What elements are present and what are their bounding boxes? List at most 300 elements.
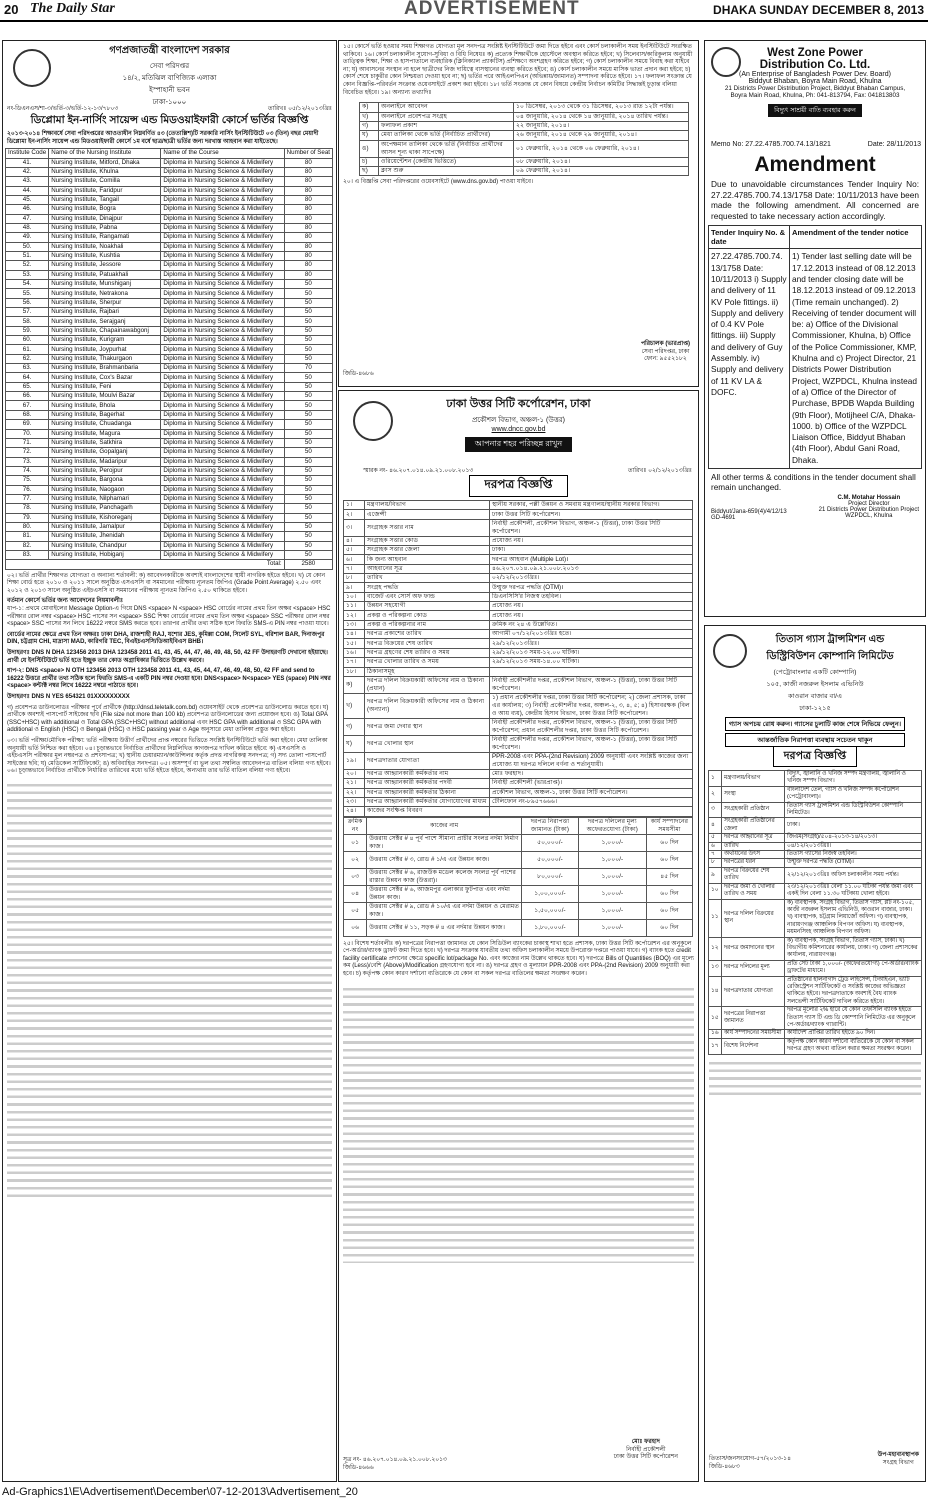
dncc-website[interactable]: www.dncc.gov.bd bbox=[491, 426, 546, 433]
institute-name: Nursing Institute, Thakurgaon bbox=[49, 354, 161, 363]
wz-sub-3: 21 Districts Power Distribution Project, Biddyut Bhaban Campus, bbox=[724, 85, 906, 92]
tender-info-row bbox=[344, 807, 693, 816]
schedule-item: অনলাইনে প্রবেশপত্র সংগ্রহ bbox=[379, 112, 514, 121]
nursing-ref-line bbox=[3, 103, 336, 112]
seat-count: 80 bbox=[284, 167, 332, 176]
table-row bbox=[6, 457, 333, 466]
table-row bbox=[6, 270, 333, 279]
dncc-dept: প্রকৌশল বিভাগ, অঞ্চল-১ (উত্তর) bbox=[471, 417, 566, 424]
table-row bbox=[6, 466, 333, 475]
course-name: Diploma in Nursing Science & Midwifery bbox=[161, 336, 284, 345]
tender-info-row bbox=[344, 639, 693, 648]
institute-name: Nursing Institute, Cox's Bazar bbox=[49, 373, 161, 382]
institute-name: Nursing Institute, Bargona bbox=[49, 476, 161, 485]
tender-info-row bbox=[344, 630, 693, 639]
seat-count: 50 bbox=[284, 504, 332, 513]
course-name: Diploma in Nursing Science & Midwifery bbox=[161, 382, 284, 391]
table-row bbox=[6, 373, 333, 382]
table-row bbox=[6, 223, 333, 232]
dncc-ref: স্মারক নং- ৪৬.২০৭.০১৪.০৯.২১.০০৮.২০১৩ bbox=[363, 468, 474, 474]
info-index: ১১। bbox=[344, 602, 365, 611]
seat-count: 50 bbox=[284, 401, 332, 410]
work-security: ৮০,০০০/- bbox=[522, 868, 578, 885]
info-index: ২৪। bbox=[344, 807, 365, 816]
info-index: ১২। bbox=[344, 611, 365, 620]
table-row bbox=[6, 494, 333, 503]
institute-name: Nursing Institute, Hobiganj bbox=[49, 550, 161, 559]
table-row bbox=[6, 485, 333, 494]
table-row bbox=[6, 410, 333, 419]
schedule-row bbox=[360, 131, 689, 140]
wz-sign-name: C.M. Motahar Hossain bbox=[837, 495, 901, 502]
table-row bbox=[6, 532, 333, 541]
course-name: Diploma in Nursing Science & Midwifery bbox=[161, 158, 284, 167]
table-row bbox=[6, 261, 333, 270]
titas-value: ঢাকা। bbox=[785, 818, 922, 834]
schedule-index: ঙ) bbox=[360, 140, 379, 157]
titas-value: ক) ব্যবস্থাপক, সংগ্রহ বিভাগ, তিতাস গ্যাস, ঢাকা। খ) বিভাগীয় কমিশনারের কার্যালয়, ঢাকা। গ) জেলা প্রশাসকের কার্যালয়, নারায়ণগঞ্জ। bbox=[785, 937, 922, 960]
seat-count: 50 bbox=[284, 429, 332, 438]
work-index: ০৬ bbox=[344, 919, 367, 936]
dncc-sign-name: মোঃ ফরহাদ bbox=[631, 1439, 660, 1445]
course-name: Diploma in Nursing Science & Midwifery bbox=[161, 420, 284, 429]
titas-label: মন্ত্রণালয়/বিভাগ bbox=[722, 771, 785, 787]
institute-name: Nursing Institute, Bogra bbox=[49, 205, 161, 214]
course-name: Diploma in Nursing Science & Midwifery bbox=[161, 317, 284, 326]
titas-label: দরপত্রের ধরন bbox=[722, 859, 785, 867]
titas-header bbox=[705, 626, 925, 746]
table-row bbox=[6, 177, 333, 186]
titas-value: ২৩/১২/২০১৩খ্রিঃ বেলা ১১.০০ ঘটিকা পর্যন্ত জমা এবং একই দিন বেলা ১১.৩০ ঘটিকায় খোলা হইবে। bbox=[785, 883, 922, 899]
info-label: এজেন্সী bbox=[365, 510, 490, 519]
seat-count: 80 bbox=[284, 214, 332, 223]
wz-signature-area bbox=[705, 495, 925, 535]
tender-info-row bbox=[344, 611, 693, 620]
info-label: মন্ত্রণালয়/বিভাগ bbox=[365, 501, 490, 510]
institute-name: Nursing Institute, Patuakhali bbox=[49, 270, 161, 279]
titas-info-row bbox=[709, 1007, 922, 1030]
seat-count: 50 bbox=[284, 476, 332, 485]
titas-sub-3: কাওরান বাজার বা/এ bbox=[788, 693, 842, 700]
tender-info-row bbox=[344, 769, 693, 778]
work-index: ০২ bbox=[344, 851, 367, 868]
schedule-row bbox=[360, 140, 689, 157]
works-row bbox=[344, 834, 693, 851]
schedule-item: অপেক্ষমান তালিকা থেকে ভর্তি (নির্বাচিত প্রার্থীদের আসন শূন্য থাকা সাপেক্ষে) bbox=[379, 140, 514, 157]
info-label: দরপত্রদাতার যোগ্যতা bbox=[365, 752, 490, 769]
titas-label: দরপত্র বিক্রয়ের শেষ তারিখ bbox=[722, 867, 785, 883]
info-index: ১৮। bbox=[344, 667, 365, 676]
institute-name: Nursing Institute, Naogaon bbox=[49, 485, 161, 494]
info-label: ঠিকানাসমূহ bbox=[365, 667, 490, 676]
schedule-row bbox=[360, 166, 689, 175]
institute-code: 77. bbox=[6, 494, 49, 503]
works-row bbox=[344, 919, 693, 936]
total-label: Total: bbox=[6, 560, 285, 569]
institute-code: 69. bbox=[6, 420, 49, 429]
nursing-admission-ad bbox=[2, 40, 337, 1482]
work-duration: ৬০ দিন bbox=[646, 902, 692, 919]
table-row bbox=[6, 504, 333, 513]
dateline: DHAKA SUNDAY DECEMBER 8, 2013 bbox=[713, 3, 924, 17]
institute-code: 51. bbox=[6, 251, 49, 260]
institute-code: 58. bbox=[6, 317, 49, 326]
info-index: ৯। bbox=[344, 583, 365, 592]
tender-info-row bbox=[344, 676, 693, 693]
dept-building: ইস্পাহানী ভবন bbox=[149, 87, 190, 94]
table-row bbox=[6, 289, 333, 298]
seat-count: 50 bbox=[284, 513, 332, 522]
nursing-intro: ২০১৩-২০১৪ শিক্ষাবর্ষে সেবা পরিদপ্তরের আওতাধীন নিম্নবর্ণিত ৪৩ (তেতাল্লিশ)টি সরকারি নার্সিং ইনস্টিটিউটে ০৩ (তিন) বছর মেয়াদী ডিপ্লোমা ইন-নার্সিং সায়েন্স এন্ড মিডওয়াইফারী কোর্সে ১ম বর্ষে ছাত্র/ছাত্রী ভর্তির জন্য দরখাস্ত আহবান করা যাইতেছে। bbox=[7, 131, 319, 145]
course-name: Diploma in Nursing Science & Midwifery bbox=[161, 233, 284, 242]
course-name: Diploma in Nursing Science & Midwifery bbox=[161, 522, 284, 531]
course-name: Diploma in Nursing Science & Midwifery bbox=[161, 195, 284, 204]
institute-code: 68. bbox=[6, 410, 49, 419]
info-value: ৪৬.২০৭.০১৪.০৯.২১.০০৮.২০১৩ bbox=[490, 564, 693, 573]
nursing-gd-code: জিডি-৪৬৮৬ bbox=[343, 371, 374, 377]
course-name: Diploma in Nursing Science & Midwifery bbox=[161, 513, 284, 522]
table-row bbox=[6, 401, 333, 410]
works-row bbox=[344, 851, 693, 868]
work-security: ৫০,০০০/- bbox=[522, 834, 578, 851]
institute-code: 52. bbox=[6, 261, 49, 270]
info-index: ৮। bbox=[344, 574, 365, 583]
work-duration: ৬০ দিন bbox=[646, 834, 692, 851]
tender-info-row bbox=[344, 510, 693, 519]
titas-value: প্রতিষ্ঠানের হালনাগাদ ট্রেড লাইসেন্স, টিআইএন, ভ্যাট রেজিস্ট্রেশন সার্টিফিকেট ও সংশ্লিষ্ট কাজের অভিজ্ঞতা থাকিতে হইবে। দরপত্রদাতাকে অবশ্যই বৈধ ব্যাংক সলভেন্সী সার্টিফিকেট দাখিল করিতে হইবে। bbox=[785, 976, 922, 1007]
info-label: দরপত্র আহ্বানকারী কর্মকর্তার পদবী bbox=[365, 779, 490, 788]
tender-info-row bbox=[344, 620, 693, 629]
titas-label: অর্থায়নের উৎস bbox=[722, 851, 785, 859]
westzone-amendment-ad bbox=[704, 40, 926, 617]
institute-code: 57. bbox=[6, 308, 49, 317]
tender-info-row bbox=[344, 788, 693, 797]
institute-name: Nursing Institute, Jhenidah bbox=[49, 532, 161, 541]
nursing-website: ২০। এ বিজ্ঞপ্তি সেবা পরিদপ্তরের ওয়েবসাইটে (www.dns.gov.bd) পাওয়া যাইবে। bbox=[343, 179, 534, 186]
info-label: দরপত্র দলিল বিক্রয়কারী অফিসের নাম ও ঠিকানা (প্রধান) bbox=[365, 676, 490, 693]
titas-label: দরপত্রের নিরাপত্তা জামানত bbox=[722, 1007, 785, 1030]
schedule-item: ফলাফল প্রকাশ bbox=[379, 121, 514, 130]
titas-value: তিতাস গ্যাস ট্রান্সমিশন এন্ড ডিস্ট্রিবিউশন কোম্পানি লিমিটেড। bbox=[785, 802, 922, 818]
course-name: Diploma in Nursing Science & Midwifery bbox=[161, 186, 284, 195]
course-name: Diploma in Nursing Science & Midwifery bbox=[161, 466, 284, 475]
wz-memo-date: Date: 28/11/2013 bbox=[867, 141, 921, 148]
titas-index: ৭ bbox=[709, 851, 722, 859]
seat-count: 80 bbox=[284, 242, 332, 251]
titas-value: ২২/১২/২০১৩খ্রিঃ অফিস চলাকালীন সময় পর্যন্ত। bbox=[785, 867, 922, 883]
schedule-item: অনলাইনে আবেদন bbox=[379, 103, 514, 112]
info-label: সংগ্রাহক সত্তার নাম bbox=[365, 519, 490, 536]
wz-memo-line bbox=[705, 141, 925, 153]
seat-count: 80 bbox=[284, 195, 332, 204]
institute-name: Nursing Institute, Satkhira bbox=[49, 438, 161, 447]
nursing-documents: ০৩। ভর্তি পরীক্ষা/মৌখিক পরীক্ষা: ভর্তি পরীক্ষায় উত্তীর্ণ প্রার্থীদের প্রাপ্ত নম্বরের ভিত্তিতে সংশ্লিষ্ট ইনস্টিটিউটে ভর্তি করা হইবে। মেধা তালিকা অনুযায়ী ভর্তি নিশ্চিত করা হইবে। ০৪। চূড়ান্তভাবে নির্বাচিত প্রার্থীদের নিম্নলিখিত কাগজপত্র দাখিল করিতে হইবে: ক) এসএসসি ও এইচএসসি পরীক্ষার মূল নম্বরপত্র ও প্রশংসাপত্র; খ) স্থানীয় চেয়ারম্যান/কাউন্সিলর কর্তৃক প্রদত্ত নাগরিকত্ব সনদপত্র; গ) সদ্য তোলা পাসপোর্ট সাইজের ছবি; ঘ) মেডিকেল সার্টিফিকেট; ঙ) অবিবাহিত সনদপত্র। ০৫। অসম্পূর্ণ বা ভুল তথ্য সম্বলিত আবেদনপত্র বাতিল বলিয়া গণ্য হইবে। ০৬। চূড়ান্তভাবে নির্বাচিত প্রার্থীকে নির্ধারিত তারিখের মধ্যে ভর্তি হইতে হইবে, অন্যথায় তার ভর্তি বাতিল বলিয়া গণ্য হইবে। bbox=[7, 737, 331, 775]
table-row bbox=[6, 317, 333, 326]
seat-count: 50 bbox=[284, 373, 332, 382]
schedule-index: খ) bbox=[360, 112, 379, 121]
institute-name: Nursing Institute, Tangail bbox=[49, 195, 161, 204]
works-row bbox=[344, 885, 693, 902]
table-row bbox=[6, 336, 333, 345]
institute-code: 64. bbox=[6, 373, 49, 382]
info-index: ১। bbox=[344, 501, 365, 510]
work-security: ১,৫০,০০০/- bbox=[522, 902, 578, 919]
titas-sub-2: ১০৫, কাজী নজরুল ইসলাম এভিনিউ bbox=[766, 681, 864, 688]
institute-name: Nursing Institute, Kishoreganj bbox=[49, 513, 161, 522]
institute-name: Nursing Institute, Rajbari bbox=[49, 308, 161, 317]
titas-index: ৬ bbox=[709, 842, 722, 850]
table-row bbox=[6, 242, 333, 251]
institute-name: Nursing Institute, Magura bbox=[49, 429, 161, 438]
tender-info-row bbox=[344, 536, 693, 545]
tender-info-row bbox=[344, 667, 693, 676]
course-name: Diploma in Nursing Science & Midwifery bbox=[161, 438, 284, 447]
table-row bbox=[6, 308, 333, 317]
seat-count: 50 bbox=[284, 494, 332, 503]
nursing-table-body bbox=[6, 158, 333, 560]
institute-name: Nursing Institute, Panchagarh bbox=[49, 504, 161, 513]
titas-label: দরপত্র আহ্বানের সূত্র bbox=[722, 834, 785, 842]
info-label: দরপত্র আহ্বানকারী কর্মকর্তার নাম bbox=[365, 769, 490, 778]
titas-label: সংগ্রহকারী প্রতিষ্ঠানের জেলা bbox=[722, 818, 785, 834]
titas-index: ১৫ bbox=[709, 1007, 722, 1030]
work-name: উত্তরায় সেক্টর # ১১, সড়ক # ৪ এর নর্দমার উন্নয়ন কাজ। bbox=[367, 919, 522, 936]
institute-name: Nursing Institute, Netrakona bbox=[49, 289, 161, 298]
table-row bbox=[6, 448, 333, 457]
titas-info-row bbox=[709, 867, 922, 883]
wz-sign-t1: Project Director bbox=[848, 501, 890, 508]
dncc-tender-ad bbox=[338, 390, 699, 1482]
dncc-title: ঢাকা উত্তর সিটি কর্পোরেশন, ঢাকা bbox=[446, 398, 591, 410]
section-title: ADVERTISEMENT bbox=[404, 0, 580, 19]
info-value: নির্বাহী প্রকৌশলীর দপ্তর, প্রকৌশল বিভাগ, অঞ্চল-১ (উত্তর), ঢাকা উত্তর সিটি কর্পোরেশন; প্রধান প্রকৌশলীর দপ্তর, ঢাকা উত্তর সিটি কর্পোরেশন। bbox=[490, 718, 693, 735]
wz-amend-table bbox=[708, 225, 922, 469]
institute-code: 45. bbox=[6, 195, 49, 204]
tender-info-row bbox=[344, 602, 693, 611]
institute-code: 61. bbox=[6, 345, 49, 354]
seat-count: 50 bbox=[284, 336, 332, 345]
seat-count: 50 bbox=[284, 308, 332, 317]
institute-code: 65. bbox=[6, 382, 49, 391]
seat-count: 50 bbox=[284, 298, 332, 307]
titas-label: দরপত্রদাতার যোগ্যতা bbox=[722, 976, 785, 1007]
schedule-item: মেধা তালিকা থেকে ভর্তি (নির্বাচিত প্রার্থীদের) bbox=[379, 131, 514, 140]
institute-code: 72. bbox=[6, 448, 49, 457]
nursing-example-3: উদাহরণঃ DNS N YES 654321 01XXXXXXXXX bbox=[7, 693, 130, 700]
works-col-header: কাজের নাম bbox=[367, 817, 522, 834]
institute-name: Nursing Institute, Chandpur bbox=[49, 541, 161, 550]
institute-code: 70. bbox=[6, 429, 49, 438]
table-row bbox=[6, 354, 333, 363]
seat-count: 50 bbox=[284, 317, 332, 326]
dncc-logo bbox=[353, 401, 393, 441]
info-index: ৩। bbox=[344, 519, 365, 536]
institute-code: 79. bbox=[6, 513, 49, 522]
dncc-text-fill bbox=[343, 983, 694, 1263]
info-label: দরপত্র খোলার স্থান bbox=[365, 735, 490, 752]
titas-label: সংস্থা bbox=[722, 786, 785, 802]
info-label: সংগ্রহ পদ্ধতি bbox=[365, 583, 490, 592]
titas-value: কার্যাদেশ প্রাপ্তির তারিখ হইতে ৯০ দিন। bbox=[785, 1030, 922, 1038]
schedule-row bbox=[360, 121, 689, 130]
tender-info-row bbox=[344, 546, 693, 555]
titas-index: ১২ bbox=[709, 937, 722, 960]
nursing-example-2: ধাপ-২: DNS <space> N OTH 123456 2013 OTH 123458 2011 41, 43, 45, 44, 47, 46, 49, 48, 50, 42 FF and send to 16222 উত্তরে প্রার্থীর তথ্য সঠিক হলে ফিরতি SMS-এ একটি PIN নম্বর দেওয়া হবে। DNS<space> N<space> YES (space) PIN নম্বর <space> কন্টাক্ট নম্বর লিখে 16222 নম্বরে পাঠাতে হবে। bbox=[7, 668, 331, 690]
tender-info-row bbox=[344, 564, 693, 573]
titas-text-fill bbox=[709, 1057, 921, 1097]
titas-label: কার্য সম্পাদনের সময়সীমা bbox=[722, 1030, 785, 1038]
institute-code: 66. bbox=[6, 392, 49, 401]
titas-value: উন্মুক্ত দরপত্র পদ্ধতি (OTM)। bbox=[785, 859, 922, 867]
info-value: টেলিফোন নং-৮৯৫৭৬৬৬। bbox=[490, 797, 693, 806]
info-value: আগামী ০৭/১২/২০১৩খ্রিঃ হতে। bbox=[490, 630, 693, 639]
info-value: ১) প্রধান প্রকৌশলীর দপ্তর, ঢাকা উত্তর সিটি কর্পোরেশন; ২) জেলা প্রশাসক, ঢাকা এর কার্যালয়; ৩) নির্বাহী প্রকৌশলীর দপ্তর, অঞ্চল-২, ৩, ৪, ৫; ৪) হিসাবরক্ষক (বিল ও আয় ব্যয়), কেন্দ্রীয় হিসাব বিভাগ, ঢাকা উত্তর সিটি কর্পোরেশন। bbox=[490, 693, 693, 718]
info-index: ১৫। bbox=[344, 639, 365, 648]
sign-title: পরিচালক (ভারপ্রাপ্ত) bbox=[640, 341, 690, 347]
titas-index: ১৭ bbox=[709, 1038, 722, 1054]
seat-count: 80 bbox=[284, 186, 332, 195]
info-value: ঢাকা। bbox=[490, 546, 693, 555]
info-value: ২৯/১২/২০১৩খ্রিঃ। bbox=[490, 639, 693, 648]
info-index: খ) bbox=[344, 693, 365, 718]
tender-info-row bbox=[344, 752, 693, 769]
info-value: প্রকৌশল বিভাগ, অঞ্চল-১, ঢাকা উত্তর সিটি কর্পোরেশন। bbox=[490, 788, 693, 797]
titas-title-1: তিতাস গ্যাস ট্রান্সমিশন এন্ড bbox=[775, 634, 885, 645]
titas-info-row bbox=[709, 1030, 922, 1038]
schedule-date: ২৬ জানুয়ারি, ২০১৪ থেকে ২৯ জানুয়ারি, ২০১৪। bbox=[514, 131, 689, 140]
table-row bbox=[6, 298, 333, 307]
titas-label: দরপত্র দলিলের মূল্য bbox=[722, 960, 785, 976]
course-name: Diploma in Nursing Science & Midwifery bbox=[161, 410, 284, 419]
titas-value: কর্তৃপক্ষ কোন কারণ দর্শানো ব্যতিরেকে যে কোন বা সকল দরপত্র গ্রহণ অথবা বাতিল করার ক্ষমতা সংরক্ষণ করেন। bbox=[785, 1038, 922, 1054]
wz-heading: Amendment bbox=[754, 153, 876, 176]
seat-count: 50 bbox=[284, 541, 332, 550]
table-row bbox=[6, 513, 333, 522]
institute-code: 59. bbox=[6, 326, 49, 335]
titas-sub-4: ঢাকা-১২১৫ bbox=[799, 705, 831, 712]
course-name: Diploma in Nursing Science & Midwifery bbox=[161, 205, 284, 214]
institute-code: 75. bbox=[6, 476, 49, 485]
institute-name: Nursing Institute, Dinajpur bbox=[49, 214, 161, 223]
seat-count: 80 bbox=[284, 205, 332, 214]
wz-col-2: Amendment of the tender notice bbox=[790, 226, 922, 249]
course-name: Diploma in Nursing Science & Midwifery bbox=[161, 289, 284, 298]
seat-count: 50 bbox=[284, 420, 332, 429]
table-row bbox=[6, 392, 333, 401]
tender-info-row bbox=[344, 574, 693, 583]
dncc-info-table bbox=[343, 500, 693, 817]
works-row bbox=[344, 868, 693, 885]
info-value: প্রযোজ্য নয়। bbox=[490, 611, 693, 620]
sign-org: সেবা পরিদপ্তর, ঢাকা bbox=[641, 348, 690, 355]
table-header-row bbox=[6, 149, 333, 158]
titas-info-row bbox=[709, 851, 922, 859]
schedule-date: ০৯ ফেব্রুয়ারি, ২০১৪। bbox=[514, 166, 689, 175]
table-row bbox=[6, 214, 333, 223]
schedule-index: গ) bbox=[360, 121, 379, 130]
dncc-sign-org: ঢাকা উত্তর সিটি কর্পোরেশন bbox=[613, 1454, 678, 1461]
titas-value: ০৪/১২/২০১৩খ্রিঃ। bbox=[785, 842, 922, 850]
seat-count: 50 bbox=[284, 345, 332, 354]
schedule-table bbox=[359, 102, 689, 176]
table-row bbox=[6, 364, 333, 373]
work-doc-price: ১,০০০/- bbox=[578, 885, 646, 902]
info-label: দরপত্র প্রকাশের তারিখ bbox=[365, 630, 490, 639]
titas-index: ৫ bbox=[709, 834, 722, 842]
work-duration: ৬০ দিন bbox=[646, 885, 692, 902]
titas-index: ৪ bbox=[709, 818, 722, 834]
titas-value: ক) ব্যবস্থাপক, সংগ্রহ বিভাগ, তিতাস গ্যাস, প্লট নং-১০৫, কাজী নজরুল ইসলাম এভিনিউ, কাওরান বাজার, ঢাকা। খ) ব্যবস্থাপক, চট্টগ্রাম লিয়াজোঁ অফিস। গ) ব্যবস্থাপক, নারায়ণগঞ্জ আঞ্চলিক বিপণন অফিস। ঘ) ব্যবস্থাপক, ময়মনসিংহ আঞ্চলিক বিপণন অফিস। bbox=[785, 899, 922, 937]
titas-info-row bbox=[709, 818, 922, 834]
institute-name: Nursing Institute, Pabna bbox=[49, 223, 161, 232]
work-doc-price: ১,০০০/- bbox=[578, 919, 646, 936]
dncc-header bbox=[339, 391, 698, 465]
institute-code: 74. bbox=[6, 466, 49, 475]
wz-footer-note: All other terms & conditions in the tender document shall remain unchanged. bbox=[711, 473, 916, 493]
course-name: Diploma in Nursing Science & Midwifery bbox=[161, 541, 284, 550]
nursing-text-fill bbox=[7, 779, 332, 1199]
institute-name: Nursing Institute, Brahmanbaria bbox=[49, 364, 161, 373]
titas-index: ৮ bbox=[709, 859, 722, 867]
work-name: উত্তরায় সেক্টর # ৬, আজমপুর এলাকার ফুটপাত এবং নর্দমা উন্নয়ন কাজ। bbox=[367, 885, 522, 902]
info-label: আহবানের সূত্র bbox=[365, 564, 490, 573]
info-value: স্থানীয় সরকার, পল্লী উন্নয়ন ও সমবায় মন্ত্রণালয়/স্থানীয় সরকার বিভাগ। bbox=[490, 501, 693, 510]
col-code: Institute Code bbox=[6, 149, 49, 158]
dept-city: ঢাকা-১০০০ bbox=[152, 99, 187, 106]
institute-code: 62. bbox=[6, 354, 49, 363]
info-index: ১৭। bbox=[344, 658, 365, 667]
info-index: ১৩। bbox=[344, 620, 365, 629]
tender-info-row bbox=[344, 501, 693, 510]
titas-info-row bbox=[709, 802, 922, 818]
info-value: মোঃ ফরহাদ। bbox=[490, 769, 693, 778]
table-row bbox=[6, 541, 333, 550]
info-index: ক) bbox=[344, 676, 365, 693]
titas-info-row bbox=[709, 842, 922, 850]
institute-name: Nursing Institute, Sherpur bbox=[49, 298, 161, 307]
wz-banner: বিদ্যুৎ সাশ্রয়ী বাতি ব্যবহার করুন bbox=[768, 104, 862, 117]
file-path-footer: Ad-Graphics1\E\Advertisement\December\07-12-2013\Advertisement_20 bbox=[2, 1486, 358, 1498]
institute-name: Nursing Institute, Moulvi Bazar bbox=[49, 392, 161, 401]
institute-name: Nursing Institute, Feni bbox=[49, 382, 161, 391]
nursing-boards: বোর্ডের নামের ক্ষেত্রে প্রথম তিন অক্ষরঃ ঢাকা DHA, রাজশাহী RAJ, যশোর JES, কুমিল্লা COM, সিলেট SYL, বরিশাল BAR, দিনাজপুর DIN, চট্টগ্রাম CHI, মাদ্রাসা MAD, কারিগরি TEC, বিএইচএসসি/ডিআইবিএস BHB। bbox=[7, 631, 325, 646]
table-row bbox=[6, 251, 333, 260]
info-value: ক্রমিক নং ২৪ এ উল্লেখিত। bbox=[490, 620, 693, 629]
titas-index: ৯ bbox=[709, 867, 722, 883]
wz-sub-4: Boyra Main Road, Khulna, Ph: 041-813794, Fax: 041813803 bbox=[730, 92, 900, 99]
seat-count: 50 bbox=[284, 382, 332, 391]
table-row bbox=[6, 205, 333, 214]
titas-value: জিএম(সংগ্রহ)/৫০৪-২০১৩-১৪/২০১৩। bbox=[785, 834, 922, 842]
titas-info-row bbox=[709, 786, 922, 802]
institute-code: 43. bbox=[6, 177, 49, 186]
info-value: দরপত্র আহবান (Multiple Lot)। bbox=[490, 555, 693, 564]
table-row bbox=[6, 550, 333, 559]
institute-code: 42. bbox=[6, 167, 49, 176]
nursing-cont-text: ১৫। কোর্সে ভর্তি হওয়ার সময় শিক্ষাগত যোগ্যতা মূল সনদপত্র সংশ্লিষ্ট ইনস্টিটিউটে জমা দিতে হইবে এবং কোর্স চলাকালীন সময় ইনস্টিটিউটে সংরক্ষিত থাকিবে। ১৬। কোর্স চলাকালীন সুযোগ-সুবিধা ও বিধি নিষেধঃ ক) প্রত্যেক শিক্ষার্থীকে হোস্টেলে অবস্থান করিতে হইবে; খ) সিলেবাস/কারিকুলাম অনুযায়ী তাত্ত্বিক শিক্ষা, শিক্ষা ও হাসপাতালে ব্যবহারিক (ক্লিনিক্যাল প্র্যাকটিস) প্রশিক্ষণে অংশগ্রহণ করিতে হইবে; গ) কোর্স চলাকালীন সময়ে বিবাহ করা যাইবে না; ঘ) আবাসনের সংস্থান না হলে ছাত্রীদের নিজ দায়িত্বে বাসস্থানের ব্যবস্থা করিতে হইবে; ঙ) কোর্স চলাকালীন সময়ে মাসিক ভাতা প্রদান করা হইবে; চ) কোর্স শেষে চাকুরীর কোন নিশ্চয়তা দেওয়া হবে না; ছ) ভর্তির পরে আইএলপিএন (অভিন্নায়/জামানত) সম্পাদনা করিতে হইবে। ১৭। ফলাফল সংক্রান্ত যে কোন বিজ্ঞপ্তি-পরিবর্তন সংক্রান্ত ওয়েবসাইটে প্রকাশ করা হইবে। ১৮। ভর্তি সংক্রান্ত যে কোন বিষয়ে কেন্দ্রীয় নির্বাচন কমিটির সিদ্ধান্তই চূড়ান্ত বলিয়া বিবেচিত হইবে। ১৯। অন্যান্য তথ্যাদিঃ bbox=[343, 44, 693, 96]
seat-count: 50 bbox=[284, 532, 332, 541]
titas-index: ৩ bbox=[709, 802, 722, 818]
titas-index: ১৪ bbox=[709, 976, 722, 1007]
institute-code: 41. bbox=[6, 158, 49, 167]
institute-code: 80. bbox=[6, 522, 49, 531]
titas-label: দরপত্র দলিল বিক্রয়ের স্থান bbox=[722, 899, 785, 937]
titas-sign-1: উপ-মহাব্যবস্থাপক bbox=[877, 1452, 919, 1458]
info-value: ডিএনসিসি'র নিজস্ব তহবিল। bbox=[490, 592, 693, 601]
info-label: দরপত্র আহ্বানকারী কর্মকর্তার যোগাযোগের মাধ্যম bbox=[365, 797, 490, 806]
wz-sub-1: (An Enterprise of Bangladesh Power Dev. Board) bbox=[738, 71, 891, 78]
course-name: Diploma in Nursing Science & Midwifery bbox=[161, 345, 284, 354]
